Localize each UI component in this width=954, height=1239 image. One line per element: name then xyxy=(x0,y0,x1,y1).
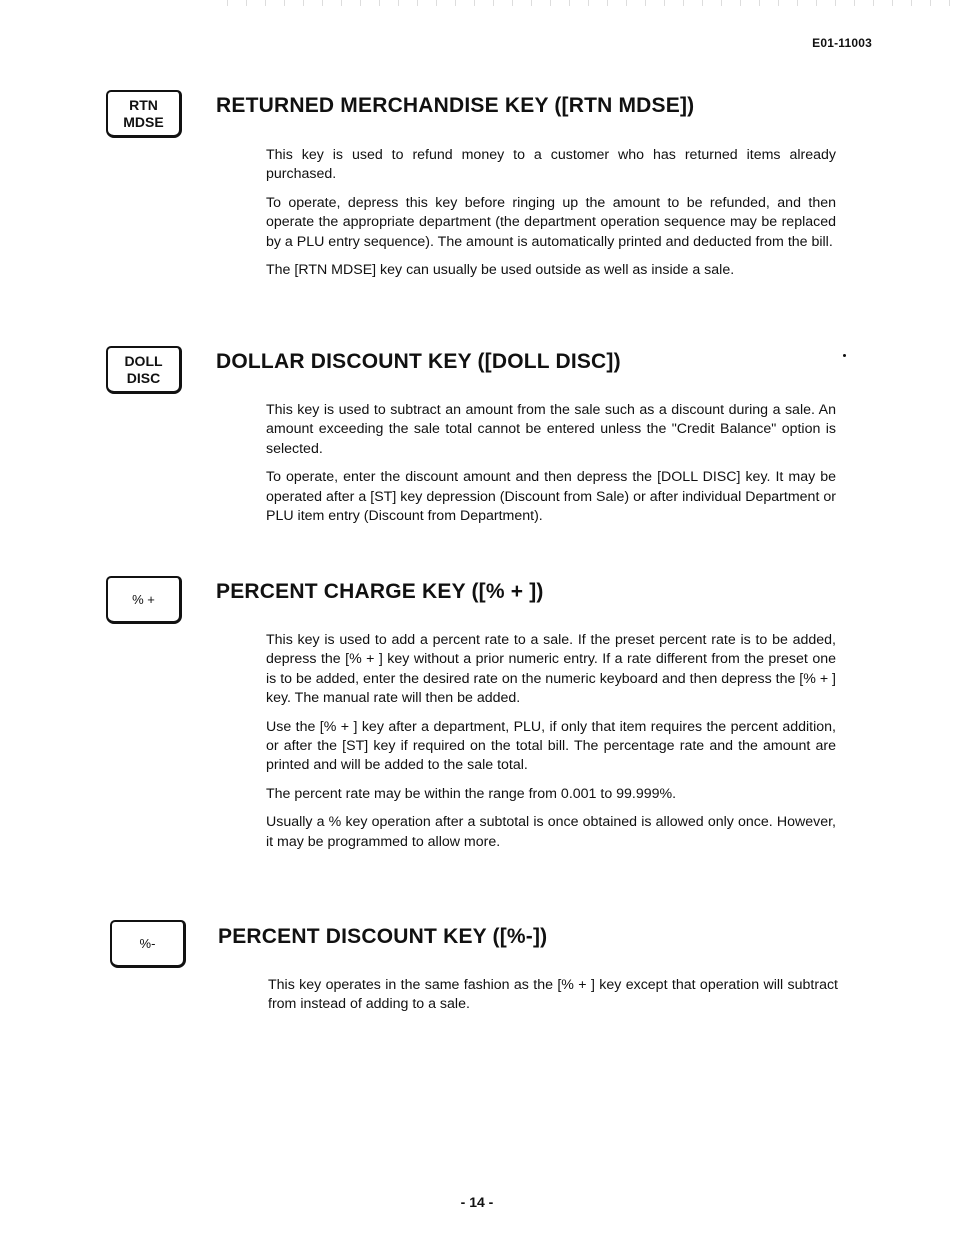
paragraph: The [RTN MDSE] key can usually be used outside as well as inside a sale. xyxy=(266,262,735,279)
section-heading: DOLLAR DISCOUNT KEY ([DOLL DISC]) xyxy=(216,350,621,373)
paragraph: This key operates in the same fashion as the [% + ] key except that operation will subtract from instead of adding to a sale. xyxy=(268,977,838,1013)
doll-disc-key-icon xyxy=(106,346,182,394)
paragraph: To operate, enter the discount amount and then depress the [DOLL DISC] key. It may be operated after a [ST] key depression (Discount from Sale) or after individual Department or PLU item entry (Discount from Department). xyxy=(266,469,836,525)
section-body xyxy=(266,146,836,289)
key-label-line: DOLL xyxy=(124,352,163,369)
key-label-line: DISC xyxy=(126,369,161,386)
paragraph: This key is used to add a percent rate to a sale. If the preset percent rate is to be added, depress the [% + ] key without a prior numeric entry. If a rate different from the preset one is to be added, enter the desired rate on the numeric keyboard and then depress the [% + ] key. The manual rate will then be added. xyxy=(266,632,836,707)
page-number: - 14 - xyxy=(460,1194,494,1210)
key-label-line: % + xyxy=(132,592,155,607)
paragraph: This key is used to subtract an amount from the sale such as a discount during a sale. An amount exceeding the sale total cannot be entered unless the "Credit Balance" option is selected. xyxy=(266,402,836,457)
section-heading: PERCENT DISCOUNT KEY ([%-]) xyxy=(218,925,548,948)
document-id: E01-11003 xyxy=(812,36,872,50)
key-label-line: RTN xyxy=(129,96,158,113)
paragraph: The percent rate may be within the range from 0.001 to 99.999%. xyxy=(266,785,677,802)
paragraph: This key is used to refund money to a customer who has returned items already purchased. xyxy=(266,147,836,183)
paragraph: To operate, depress this key before ringing up the amount to be refunded, and then operate the appropriate department (the department operation sequence may be replaced by a PLU entry sequence). The amount is automatically printed and deducted from the bill. xyxy=(266,194,836,250)
section-body xyxy=(266,401,836,535)
paragraph: Use the [% + ] key after a department, PLU, if only that item requires the percent addition, or after the [ST] key if required on the total bill. The percentage rate and the amount are printed and will be added to the sale total. xyxy=(266,718,836,774)
key-label-line: MDSE xyxy=(123,113,164,130)
scan-noise xyxy=(220,0,950,6)
key-label-line: %- xyxy=(139,936,156,951)
percent-minus-key-icon xyxy=(110,920,186,968)
section-body xyxy=(266,631,836,861)
percent-plus-key-icon xyxy=(106,576,182,624)
paragraph: Usually a % key operation after a subtotal is once obtained is allowed only once. However, it may be programmed to allow more. xyxy=(266,814,836,850)
section-heading: RETURNED MERCHANDISE KEY ([RTN MDSE]) xyxy=(216,94,695,117)
scan-dot xyxy=(843,354,846,357)
section-heading: PERCENT CHARGE KEY ([% + ]) xyxy=(216,580,544,603)
section-body xyxy=(268,976,838,1024)
rtn-mdse-key-icon xyxy=(106,90,182,138)
